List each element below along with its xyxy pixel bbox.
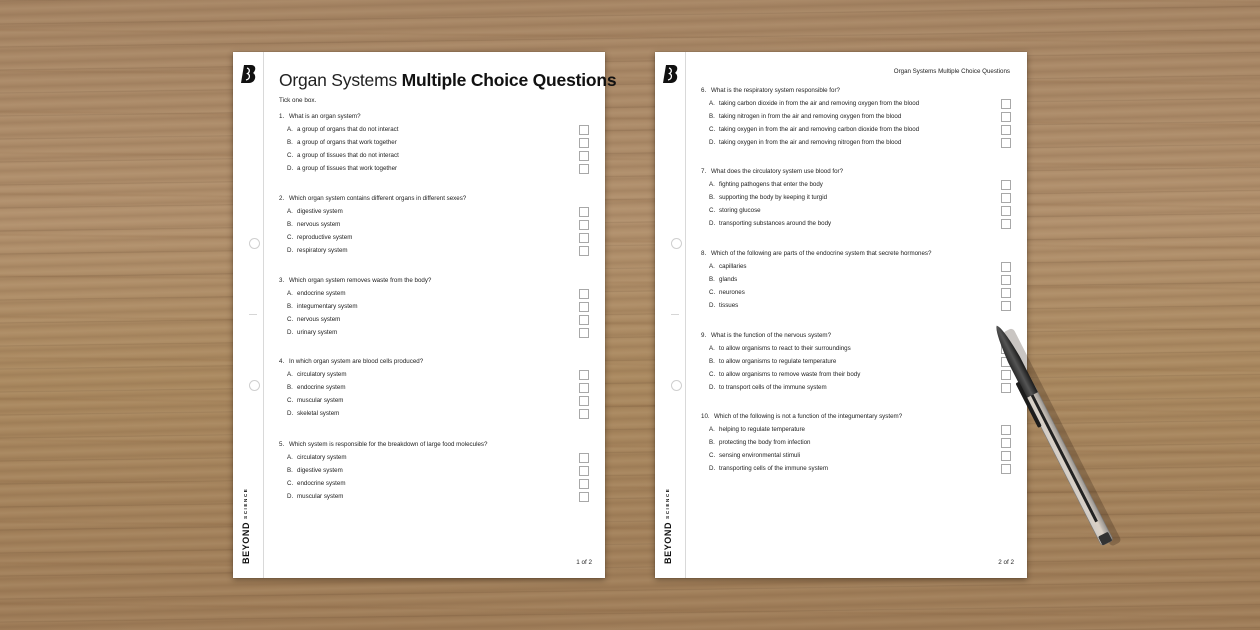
- option-b[interactable]: B. protecting the body from infection: [701, 436, 1011, 449]
- question-stem: 5. Which system is responsible for the breakdown of large food molecules?: [279, 441, 488, 448]
- fold-mark: [249, 314, 257, 315]
- checkbox[interactable]: [579, 479, 589, 489]
- checkbox[interactable]: [579, 383, 589, 393]
- checkbox[interactable]: [1001, 206, 1011, 216]
- option-d[interactable]: D. to transport cells of the immune system: [701, 381, 1011, 394]
- checkbox[interactable]: [1001, 425, 1011, 435]
- option-c[interactable]: C. a group of tissues that do not interact: [279, 149, 589, 162]
- option-a[interactable]: A. fighting pathogens that enter the body: [701, 178, 1011, 191]
- checkbox[interactable]: [579, 409, 589, 419]
- option-d[interactable]: D. taking oxygen in from the air and removing nitrogen from the blood: [701, 136, 1011, 149]
- checkbox[interactable]: [1001, 138, 1011, 148]
- page-number: 2 of 2: [998, 559, 1014, 566]
- option-b[interactable]: B. integumentary system: [279, 300, 589, 313]
- option-a[interactable]: A. circulatory system: [279, 368, 589, 381]
- checkbox[interactable]: [1001, 180, 1011, 190]
- option-a[interactable]: A. a group of organs that do not interact: [279, 123, 589, 136]
- question-9: [701, 329, 1011, 394]
- question-stem: 1. What is an organ system?: [279, 113, 361, 120]
- option-d[interactable]: D. a group of tissues that work together: [279, 162, 589, 175]
- page-title: Organ Systems Multiple Choice Questions: [279, 70, 617, 90]
- brand-wordmark: BEYONDSCIENCE: [241, 487, 251, 564]
- option-a[interactable]: A. to allow organisms to react to their surroundings: [701, 342, 1011, 355]
- checkbox[interactable]: [1001, 125, 1011, 135]
- checkbox[interactable]: [579, 207, 589, 217]
- checkbox[interactable]: [1001, 357, 1011, 367]
- option-b[interactable]: B. digestive system: [279, 464, 589, 477]
- checkbox[interactable]: [579, 151, 589, 161]
- option-b[interactable]: B. supporting the body by keeping it turgid: [701, 191, 1011, 204]
- option-d[interactable]: D. transporting cells of the immune system: [701, 462, 1011, 475]
- checkbox[interactable]: [1001, 288, 1011, 298]
- page-margin-sidebar: [233, 52, 264, 578]
- checkbox[interactable]: [579, 315, 589, 325]
- checkbox[interactable]: [1001, 193, 1011, 203]
- fold-mark: [671, 314, 679, 315]
- checkbox[interactable]: [579, 453, 589, 463]
- beyond-b-logo-icon: [663, 64, 679, 84]
- checkbox[interactable]: [1001, 438, 1011, 448]
- checkbox[interactable]: [579, 164, 589, 174]
- checkbox[interactable]: [1001, 344, 1011, 354]
- checkbox[interactable]: [1001, 370, 1011, 380]
- page-margin-sidebar: [655, 52, 686, 578]
- checkbox[interactable]: [579, 396, 589, 406]
- option-c[interactable]: C. neurones: [701, 286, 1011, 299]
- option-a[interactable]: A. capillaries: [701, 260, 1011, 273]
- option-c[interactable]: C. reproductive system: [279, 231, 589, 244]
- running-header: Organ Systems Multiple Choice Questions: [893, 68, 1010, 75]
- option-b[interactable]: B. nervous system: [279, 218, 589, 231]
- question-8: [701, 247, 1011, 312]
- checkbox[interactable]: [579, 220, 589, 230]
- question-6: [701, 84, 1011, 149]
- checkbox[interactable]: [579, 233, 589, 243]
- checkbox[interactable]: [1001, 383, 1011, 393]
- option-d[interactable]: D. respiratory system: [279, 244, 589, 257]
- option-c[interactable]: C. taking oxygen in from the air and removing carbon dioxide from the blood: [701, 123, 1011, 136]
- option-b[interactable]: B. to allow organisms to regulate temperature: [701, 355, 1011, 368]
- option-a[interactable]: A. taking carbon dioxide in from the air and removing oxygen from the blood: [701, 97, 1011, 110]
- option-d[interactable]: D. urinary system: [279, 326, 589, 339]
- question-5: [279, 438, 589, 503]
- option-a[interactable]: A. digestive system: [279, 205, 589, 218]
- option-c[interactable]: C. endocrine system: [279, 477, 589, 490]
- checkbox[interactable]: [1001, 301, 1011, 311]
- option-d[interactable]: D. muscular system: [279, 490, 589, 503]
- option-c[interactable]: C. nervous system: [279, 313, 589, 326]
- question-4: [279, 355, 589, 420]
- question-7: [701, 165, 1011, 230]
- option-a[interactable]: A. endocrine system: [279, 287, 589, 300]
- hole-punch-mark: [249, 238, 260, 249]
- option-b[interactable]: B. endocrine system: [279, 381, 589, 394]
- checkbox[interactable]: [1001, 112, 1011, 122]
- option-b[interactable]: B. glands: [701, 273, 1011, 286]
- worksheet-page-2: [655, 52, 1027, 578]
- checkbox[interactable]: [1001, 262, 1011, 272]
- checkbox[interactable]: [1001, 99, 1011, 109]
- question-stem: 10. Which of the following is not a function of the integumentary system?: [701, 413, 903, 420]
- checkbox[interactable]: [579, 289, 589, 299]
- question-stem: 3. Which organ system removes waste from the body?: [279, 277, 432, 284]
- checkbox[interactable]: [579, 302, 589, 312]
- page-number: 1 of 2: [576, 559, 592, 566]
- option-d[interactable]: D. tissues: [701, 299, 1011, 312]
- option-c[interactable]: C. muscular system: [279, 394, 589, 407]
- question-stem: 6. What is the respiratory system responsible for?: [701, 87, 840, 94]
- instructions: Tick one box.: [279, 97, 317, 104]
- question-stem: 4. In which organ system are blood cells produced?: [279, 358, 424, 365]
- question-stem: 9. What is the function of the nervous system?: [701, 332, 832, 339]
- option-d[interactable]: D. transporting substances around the body: [701, 217, 1011, 230]
- option-a[interactable]: A. circulatory system: [279, 451, 589, 464]
- option-a[interactable]: A. helping to regulate temperature: [701, 423, 1011, 436]
- checkbox[interactable]: [579, 125, 589, 135]
- checkbox[interactable]: [1001, 451, 1011, 461]
- checkbox[interactable]: [1001, 275, 1011, 285]
- checkbox[interactable]: [579, 492, 589, 502]
- checkbox[interactable]: [579, 138, 589, 148]
- question-3: [279, 274, 589, 339]
- hole-punch-mark: [671, 238, 682, 249]
- hole-punch-mark: [249, 380, 260, 391]
- beyond-b-logo-icon: [241, 64, 257, 84]
- question-stem: 2. Which organ system contains different organs in different sexes?: [279, 195, 467, 202]
- option-b[interactable]: B. a group of organs that work together: [279, 136, 589, 149]
- question-1: [279, 110, 589, 175]
- checkbox[interactable]: [579, 328, 589, 338]
- worksheet-page-1: [233, 52, 617, 578]
- option-b[interactable]: B. taking nitrogen in from the air and removing oxygen from the blood: [701, 110, 1011, 123]
- question-stem: 7. What does the circulatory system use blood for?: [701, 168, 844, 175]
- question-stem: 8. Which of the following are parts of the endocrine system that secrete hormones?: [701, 250, 932, 257]
- option-c[interactable]: C. to allow organisms to remove waste from their body: [701, 368, 1011, 381]
- checkbox[interactable]: [1001, 464, 1011, 474]
- option-c[interactable]: C. sensing environmental stimuli: [701, 449, 1011, 462]
- hole-punch-mark: [671, 380, 682, 391]
- question-2: [279, 192, 589, 257]
- option-d[interactable]: D. skeletal system: [279, 407, 589, 420]
- checkbox[interactable]: [579, 370, 589, 380]
- checkbox[interactable]: [579, 466, 589, 476]
- option-c[interactable]: C. storing glucose: [701, 204, 1011, 217]
- brand-wordmark: BEYONDSCIENCE: [663, 487, 673, 564]
- checkbox[interactable]: [1001, 219, 1011, 229]
- checkbox[interactable]: [579, 246, 589, 256]
- question-10: [701, 410, 1011, 475]
